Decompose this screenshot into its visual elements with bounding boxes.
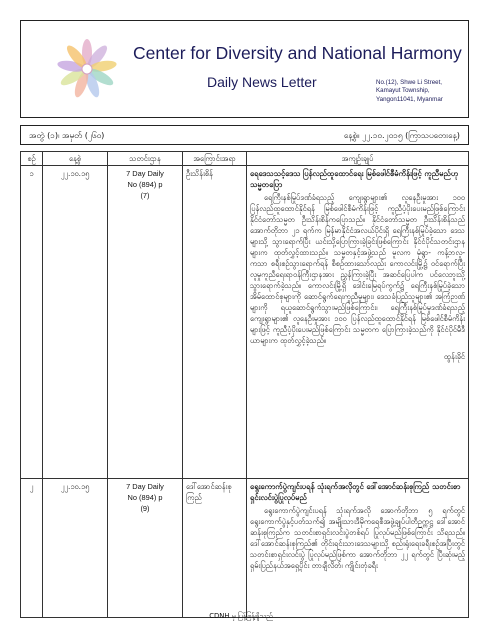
- row-number: ၁: [21, 166, 43, 479]
- newsletter-subtitle: Daily News Letter: [207, 74, 317, 90]
- source-name: 7 Day Daily: [126, 169, 164, 178]
- logo-flower-icon: [51, 31, 123, 109]
- page-footer: CDNH မှ ပြန့်ဖြန့်ချိသည်: [209, 612, 273, 620]
- address-line: Yangon11041, Myanmar: [376, 95, 443, 103]
- news-table: [20, 151, 469, 618]
- article-reporter: ထွန်းခိုင်: [443, 352, 465, 361]
- row-source: [108, 166, 183, 479]
- address-line: Kamayut Township,: [376, 87, 430, 95]
- source-page: (9): [140, 504, 150, 513]
- col-header-no: စဉ်: [21, 152, 43, 166]
- source-issue: No (894) p: [127, 180, 163, 189]
- issue-info-bar: [20, 125, 469, 145]
- col-header-topic: အကြောင်းအရာ: [183, 152, 247, 166]
- article-headline: ရေဒေသသင့်ဒေသ ပြန်လည်ထူထောင်ရေး မြစ်ဖေါင်စီမံကိန်းဖြင့် ကူညီမည်ဟု သမ္မတပြော: [250, 169, 459, 189]
- address-line: No.(12), Shwe Li Street,: [376, 79, 443, 86]
- table-header-row: [21, 152, 469, 166]
- col-header-summary: အကျဉ်းချုပ်: [247, 152, 469, 166]
- row-date: ၂၂.၁၀.၁၅: [43, 479, 108, 618]
- table-row: [21, 479, 469, 618]
- row-topic: ဒေါ်အောင်ဆန်းစုကြည်: [183, 479, 247, 618]
- col-header-date: နေ့စွဲ: [43, 152, 108, 166]
- row-source: [108, 479, 183, 618]
- row-summary: [247, 166, 469, 479]
- org-name: Center for Diversity and National Harmony: [133, 43, 462, 63]
- table-row: [21, 166, 469, 479]
- col-header-source: သတင်းဌာန: [108, 152, 183, 166]
- article-body: ရွေးကောက်ပွဲကျင်းပရန် သုံးရက်အလို အောက်တိုဘာ ၅ ရက်တွင် ရွေးကောက်ပွဲနှင့်ပတ်သက်၍ အမျိုးသားဒီမိုကရေစီအဖွဲ့ချုပ်ပါတီဥက္ကဋ္ဌ ဒေါ်အောင်ဆန်းစုကြည်က သတင်းစာရှင်းလင်းပွဲတစ်ရပ် ပြုလုပ်မည်ဖြစ်ကြောင်း သိရသည်။ ဒေါ်အောင်ဆန်းစုကြည်၏ တိုင်းရင်းသားဒေသများသို့ စည်းရုံးရေးခရီးစဉ်အပြီးတွင် သတင်းစာရှင်းလင်းပွဲ ပြုလုပ်မည်ဖြစ်ကာ အောက်တိုဘာ ၂၂ ရက်တွင် ပြီးဆုံးမည့် ရှမ်းပြည်နယ်အရှေ့ပိုင်း တာချီလိတ်၊ ကျိုင်းတုံခရီး: [250, 506, 465, 570]
- letterhead: [20, 20, 469, 118]
- article-body: ရေကြီးနစ်မြုပ်ဒဏ်ခံရသည့် ကျေးရွာများ၏ လူနေဦးမှုအား ၁၀၀ ပြန်လည်ထူထောင်နိုင်ရန် မြစ်ဖေါင်စီမံကိန်းဖြင့် ကူညီပံ့ပိုးပေးမည်ဖြစ်ကြောင်း နိုင်ငံတော်သမ္မတ ဦးသိန်းစိန်ကပြောသည်။ နိုင်ငံတော်သမ္မတ ဦးသိန်းစိန်သည် အောက်တိုဘာ ၂၁ ရက်က မြန်မာနိုင်ငံအလယ်ပိုင်းရှိ ရေကြီးနစ်မြုပ်ခဲ့သော ဒေသများသို့ သွားရောက်ပြီး ယင်းသို့ပြောကြားခဲ့ခြင်းဖြစ်ကြောင်း နိုင်ငံပိုင်သတင်းဌာနများက ထုတ်လွှင့်ထားသည်။ သမ္မတနှင့်အဖွဲ့သည် မူလက မုံရွာ- ကန့်ဘလူ- ကသာ စရီးစဉ်သွားရောက်ရန် စီစဉ်ထားသော်လည်း ကောလင်းမြို့၌ ဝင်ရောက်ပြီး လူမှုကူညီရေးရာဝန်ကြီးဌာနအား ညွှန်ကြားခဲ့ပြီး အဆင်ပြေပါက ပင်လေဘူးသို့သွားရောက်ခဲ့သည်။ ကောလင်းမြို့ရှိ ဒေါင်းမြေရပ်ကွက်၌ ရေကြီးနစ်မြုပ်ခဲ့သော အိမ်ထောင်စုများကို ဆောင်ရွက်ရေးကူညီမှုများ၊ ဒေသခံပြည်သူများ၏ အကြံဉာဏ်များကို ရယူဆောင်ရွက်သွားမည်ဖြစ်ကြောင်း၊ ရေကြီးနစ်မြုပ်မှုဒဏ်ခံရသည့် ကျေးရွာများ၏ လူနေဦးမှုအား ၁၀၀ ပြန်လည်ထူထောင်နိုင်ရန် မြစ်ဖေါင်စီမံကိန်းများဖြင့် ကူညီပံ့ပိုးပေးမည်ဖြစ်ကြောင်း သမ္မတက ပြောကြားခဲ့သည်ကို နိုင်ငံပိုင်မီဒီယာများက ထုတ်လွှင့်ခဲ့သည်။: [250, 193, 465, 345]
- row-topic: ဦးသိန်းစိန်: [183, 166, 247, 479]
- source-name: 7 Day Daily: [126, 482, 164, 491]
- org-address: [376, 79, 443, 104]
- issue-volume-number: အတွဲ (၁)၊ အမှတ် (၂၆၀): [29, 130, 105, 140]
- article-headline: ရွေးကောက်ပွဲကျင်းပရန် သုံးရက်အလိုတွင် ဒေါ်အောင်ဆန်းစုကြည် သတင်းစာရှင်းလင်းပွဲပြုလုပ်မည်: [250, 482, 461, 502]
- row-date: ၂၂.၁၀.၁၅: [43, 166, 108, 479]
- row-summary: [247, 479, 469, 618]
- source-issue: No (894) p: [127, 493, 163, 502]
- issue-date: နေ့စွဲ။ ၂၂.၁၀.၂၀၁၅ (ကြာသပတေးနေ့): [343, 130, 460, 140]
- source-page: (7): [140, 191, 150, 200]
- row-number: ၂: [21, 479, 43, 618]
